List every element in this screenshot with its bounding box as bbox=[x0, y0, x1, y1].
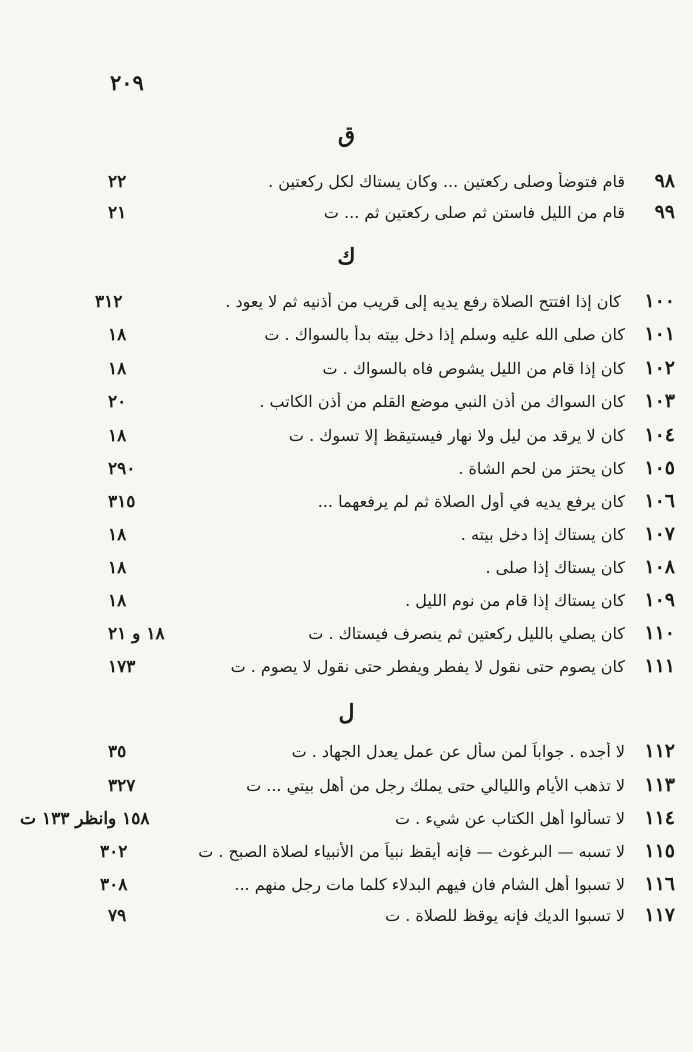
entry-page-ref: ٢٢ bbox=[108, 172, 127, 192]
entry-page-ref: ٣٠٢ bbox=[100, 842, 128, 862]
entry-page-ref: ١٨ bbox=[108, 591, 127, 611]
list-item bbox=[0, 170, 693, 202]
entry-number: ١١٢ bbox=[644, 740, 675, 762]
entry-text: لا تسألوا أهل الكتاب عن شيء . ت bbox=[395, 809, 625, 828]
entry-number: ١١٤ bbox=[644, 807, 675, 829]
list-item bbox=[0, 655, 693, 687]
entry-number: ٩٨ bbox=[654, 170, 675, 192]
list-item bbox=[0, 424, 693, 456]
entry-page-ref: ١٨ bbox=[108, 558, 127, 578]
entry-page-ref: ١٨ و ٢١ bbox=[108, 624, 165, 644]
entry-text: قام من الليل فاستن ثم صلى ركعتين ثم ... ت bbox=[323, 203, 625, 222]
entry-number: ١٠٤ bbox=[644, 424, 675, 446]
entry-page-ref: ٧٩ bbox=[108, 906, 127, 926]
entry-page-ref: ٢٩٠ bbox=[108, 459, 136, 479]
entry-number: ١١٣ bbox=[644, 774, 675, 796]
list-item bbox=[0, 390, 693, 422]
section-letter-lam: ل bbox=[338, 700, 355, 726]
entry-number: ١٠٨ bbox=[644, 556, 675, 578]
entry-text: لا تذهب الأيام والليالي حتى يملك رجل من أهل بيتي ... ت bbox=[246, 776, 625, 795]
entry-number: ١١٠ bbox=[644, 622, 675, 644]
page-number: ٢٠٩ bbox=[110, 70, 144, 95]
entry-number: ١١٦ bbox=[644, 873, 675, 895]
list-item bbox=[0, 523, 693, 555]
entry-number: ١١٧ bbox=[644, 904, 675, 926]
entry-number: ١٠٣ bbox=[644, 390, 675, 412]
section-letter-qaf: ق bbox=[337, 122, 356, 148]
entry-number: ١١٥ bbox=[644, 840, 675, 862]
list-item bbox=[0, 357, 693, 389]
entry-text: كان صلى الله عليه وسلم إذا دخل بيته بدأ بالسواك . ت bbox=[264, 325, 625, 344]
list-item bbox=[0, 840, 693, 872]
entry-number: ١١١ bbox=[644, 655, 675, 677]
entry-page-ref: ١٨ bbox=[108, 525, 127, 545]
list-item bbox=[0, 740, 693, 772]
section-letter-kaf: ك bbox=[337, 244, 356, 270]
entry-page-ref: ١٨ bbox=[108, 359, 127, 379]
entry-text: لا أجده . جواباً لمن سأل عن عمل يعدل الجهاد . ت bbox=[291, 742, 625, 761]
entry-number: ١٠٢ bbox=[644, 357, 675, 379]
list-item bbox=[0, 589, 693, 621]
entry-number: ١٠٦ bbox=[644, 490, 675, 512]
entry-text: كان إذا افتتح الصلاة رفع يديه إلى قريب من أذنيه ثم لا يعود . bbox=[225, 292, 621, 311]
entry-page-ref: ٣١٥ bbox=[108, 492, 136, 512]
list-item bbox=[0, 622, 693, 654]
entry-text: كان يرفع يديه في أول الصلاة ثم لم يرفعهما ... bbox=[317, 492, 625, 511]
entry-text: كان يصوم حتى نقول لا يفطر ويفطر حتى نقول لا يصوم . ت bbox=[230, 657, 625, 676]
entry-page-ref: ١٨ bbox=[108, 325, 127, 345]
list-item bbox=[0, 904, 693, 936]
entry-page-ref: ٣٠٨ bbox=[100, 875, 128, 895]
entry-page-ref: ٢١ bbox=[108, 203, 127, 223]
entry-page-ref: ٣٢٧ bbox=[108, 776, 136, 796]
entry-page-ref: ٢٠ bbox=[108, 392, 127, 412]
list-item bbox=[0, 323, 693, 355]
entry-text: كان يستاك إذا صلى . bbox=[485, 558, 625, 577]
list-item bbox=[0, 873, 693, 905]
entry-number: ١٠١ bbox=[644, 323, 675, 345]
entry-number: ١٠٧ bbox=[644, 523, 675, 545]
entry-text: كان يصلي بالليل ركعتين ثم ينصرف فيستاك . ت bbox=[308, 624, 625, 643]
list-item bbox=[0, 807, 693, 839]
entry-text: كان يستاك إذا دخل بيته . bbox=[460, 525, 625, 544]
entry-number: ٩٩ bbox=[654, 201, 675, 223]
list-item bbox=[0, 556, 693, 588]
entry-text: كان إذا قام من الليل يشوص فاه بالسواك . ت bbox=[322, 359, 625, 378]
list-item bbox=[0, 457, 693, 489]
entry-number: ١٠٥ bbox=[644, 457, 675, 479]
entry-text: لا تسبه — البرغوث — فإنه أيقظ نبياً من الأنبياء لصلاة الصبح . ت bbox=[198, 842, 625, 861]
entry-page-ref: ٣١٢ bbox=[95, 292, 123, 312]
entry-text: قام فتوضأ وصلى ركعتين ... وكان يستاك لكل ركعتين . bbox=[268, 172, 625, 191]
entry-text: لا تسبوا أهل الشام فان فيهم البدلاء كلما مات رجل منهم ... bbox=[234, 875, 625, 894]
entry-page-ref: ١٧٣ bbox=[108, 657, 136, 677]
entry-text: كان يحتز من لحم الشاة . bbox=[458, 459, 625, 478]
entry-text: كان يستاك إذا قام من نوم الليل . bbox=[405, 591, 625, 610]
entry-page-ref: ٣٥ bbox=[108, 742, 127, 762]
entry-text: لا تسبوا الديك فإنه يوقظ للصلاة . ت bbox=[385, 906, 625, 925]
entry-page-ref: ١٥٨ وانظر ١٣٣ ت bbox=[20, 809, 150, 829]
list-item bbox=[0, 290, 693, 322]
entry-page-ref: ١٨ bbox=[108, 426, 127, 446]
entry-text: كان لا يرقد من ليل ولا نهار فيستيقظ إلا تسوك . ت bbox=[288, 426, 625, 445]
list-item bbox=[0, 490, 693, 522]
entry-number: ١٠٩ bbox=[644, 589, 675, 611]
list-item bbox=[0, 774, 693, 806]
entry-number: ١٠٠ bbox=[644, 290, 675, 312]
entry-text: كان السواك من أذن النبي موضع القلم من أذن الكاتب . bbox=[259, 392, 625, 411]
list-item bbox=[0, 201, 693, 233]
